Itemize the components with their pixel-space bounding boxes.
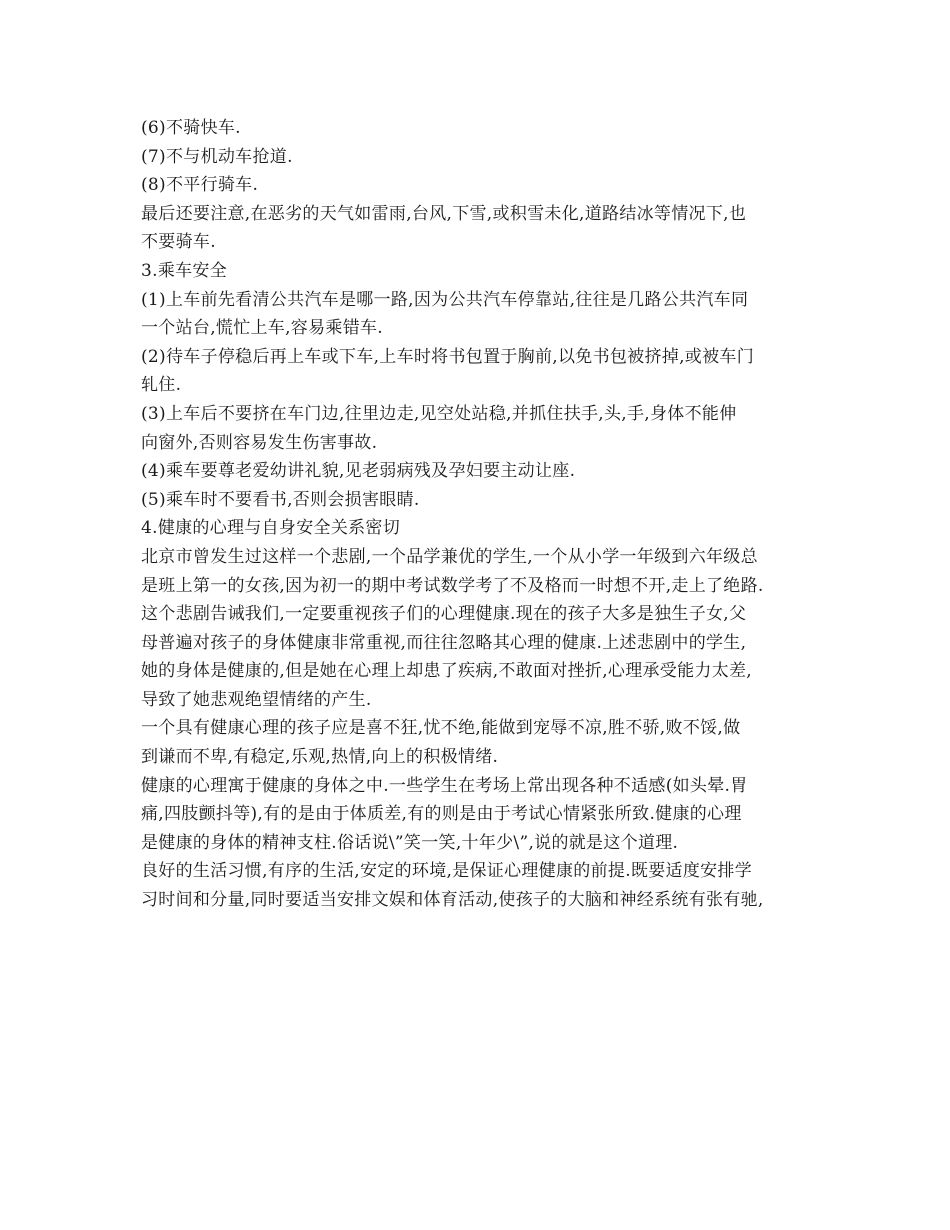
section-heading: 3.乘车安全	[141, 260, 228, 281]
document-body	[141, 114, 821, 915]
text-line: 到谦而不卑,有稳定,乐观,热情,向上的积极情绪.	[141, 747, 499, 768]
text-line: 健康的心理寓于健康的身体之中.一些学生在考场上常出现各种不适感(如头晕.胃	[141, 775, 748, 796]
text-line: 导致了她悲观绝望情绪的产生.	[141, 689, 372, 710]
text-line: 是健康的身体的精神支柱.俗话说\”笑一笑,十年少\”,说的就是这个道理.	[141, 832, 679, 853]
text-line: (1)上车前先看清公共汽车是哪一路,因为公共汽车停靠站,往往是几路公共汽车同	[141, 289, 749, 310]
text-line: 不要骑车.	[141, 232, 216, 253]
text-line: (8)不平行骑车.	[141, 175, 259, 196]
text-line: (2)待车子停稳后再上车或下车,上车时将书包置于胸前,以免书包被挤掉,或被车门	[141, 346, 754, 367]
text-line: 向窗外,否则容易发生伤害事故.	[141, 432, 378, 453]
text-line: 轧住.	[141, 375, 182, 396]
text-line: (7)不与机动车抢道.	[141, 146, 293, 167]
text-line: (3)上车后不要挤在车门边,往里边走,见空处站稳,并抓住扶手,头,手,身体不能伸	[141, 403, 737, 424]
text-line: 她的身体是健康的,但是她在心理上却患了疾病,不敢面对挫折,心理承受能力太差,	[141, 661, 753, 682]
text-line: 是班上第一的女孩,因为初一的期中考试数学考了不及格而一时想不开,走上了绝路.	[141, 575, 764, 596]
text-line: (5)乘车时不要看书,否则会损害眼睛.	[141, 489, 420, 510]
text-line: 一个具有健康心理的孩子应是喜不狂,忧不绝,能做到宠辱不凉,胜不骄,败不馁,做	[141, 718, 741, 739]
text-line: 痛,四肢颤抖等),有的是由于体质差,有的则是由于考试心情紧张所致.健康的心理	[141, 804, 742, 825]
text-line: 习时间和分量,同时要适当安排文娱和体育活动,使孩子的大脑和神经系统有张有驰,	[141, 890, 764, 911]
text-line: 最后还要注意,在恶劣的天气如雷雨,台风,下雪,或积雪未化,道路结冰等情况下,也	[141, 203, 747, 224]
text-line: 母普遍对孩子的身体健康非常重视,而往往忽略其心理的健康.上述悲剧中的学生,	[141, 632, 747, 653]
text-line: (6)不骑快车.	[141, 118, 241, 138]
text-line: 一个站台,慌忙上车,容易乘错车.	[141, 318, 384, 339]
text-line: 良好的生活习惯,有序的生活,安定的环境,是保证心理健康的前提.既要适度安排学	[141, 861, 753, 882]
text-line: (4)乘车要尊老爱幼讲礼貌,见老弱病残及孕妇要主动让座.	[141, 461, 576, 482]
text-line: 北京市曾发生过这样一个悲剧,一个品学兼优的学生,一个从小学一年级到六年级总	[141, 546, 758, 567]
section-heading: 4.健康的心理与自身安全关系密切	[141, 518, 401, 539]
text-line: 这个悲剧告诫我们,一定要重视孩子们的心理健康.现在的孩子大多是独生子女,父	[141, 604, 747, 625]
